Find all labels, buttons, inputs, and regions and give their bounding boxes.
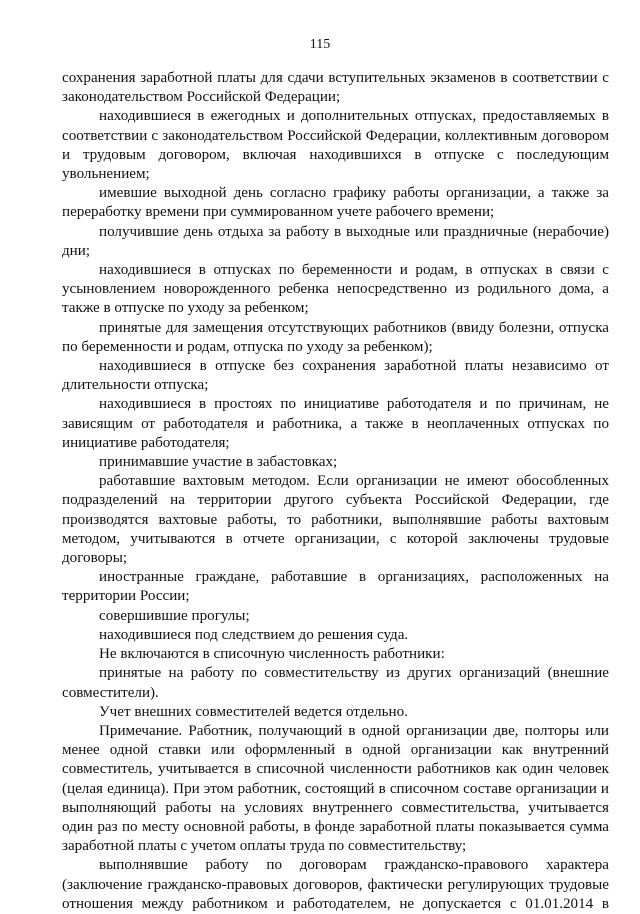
paragraph-truncated: выполнявшие работу по договорам гражданско-правового характера (заключение гражданско-правовых договоров, фактически регулирующих трудовые отношения между работником и работодателем, не допускается с 01.01.2014 в <box>62 857 609 912</box>
paragraph: принимавшие участие в забастовках; <box>99 454 338 471</box>
paragraph: Не включаются в списочную численность работники: <box>99 646 445 663</box>
paragraph: находившиеся в отпуске без сохранения заработной платы независимо от длительности отпуска; <box>62 358 609 394</box>
paragraph: работавшие вахтовым методом. Если организации не имеют обособленных подразделений на территории другого субъекта Российской Федерации, где производятся вахтовые работы, то работники, выполнявшие работы вахтовым методом, учитываются в отчете организации, с которой заключены трудовые договоры; <box>62 473 609 567</box>
paragraph: находившиеся в простоях по инициативе работодателя и по причинам, не зависящим от работодателя и работника, а также в неоплаченных отпусках по инициативе работодателя; <box>62 396 609 451</box>
paragraph: находившиеся в отпусках по беременности и родам, в отпусках в связи с усыновлением новорожденного ребенка непосредственно из родильного дома, а также в отпуске по уходу за ребенком; <box>62 262 609 317</box>
paragraph: находившиеся под следствием до решения суда. <box>99 626 409 643</box>
paragraph: иностранные граждане, работавшие в организациях, расположенных на территории России; <box>62 569 609 605</box>
document-body <box>62 69 609 914</box>
page-number: 115 <box>309 37 331 52</box>
paragraph: имевшие выходной день согласно графику работы организации, а также за переработку времени при суммированном учете рабочего времени; <box>62 185 609 221</box>
paragraph-continuation: сохранения заработной платы для сдачи вступительных экзаменов в соответствии с законодательством Российской Федерации; <box>62 70 609 106</box>
paragraph: принятые для замещения отсутствующих работников (ввиду болезни, отпуска по беременности и родам, отпуска по уходу за ребенком); <box>62 319 609 355</box>
paragraph: Учет внешних совместителей ведется отдельно. <box>99 703 408 720</box>
paragraph: совершившие прогулы; <box>99 607 250 624</box>
note-paragraph: Примечание. Работник, получающий в одной организации две, полторы или менее одной ставки или оформленный в одной организации как внутренний совместитель, учитывается в списочной численности работников как один человек (целая единица). При этом работник, состоящий в списочном составе организации и выполняющий работы на условиях внутреннего совместительства, учитывается один раз по месту основной работы, в фонде заработной платы показывается сумма заработной платы с учетом оплаты труда по совместительству; <box>62 722 609 855</box>
paragraph: принятые на работу по совместительству из других организаций (внешние совместители). <box>62 665 609 701</box>
paragraph: получившие день отдыха за работу в выходные или праздничные (нерабочие) дни; <box>62 223 609 259</box>
paragraph: находившиеся в ежегодных и дополнительных отпусках, предоставляемых в соответствии с законодательством Российской Федерации, коллективным договором и трудовым договором, включая находившихся в отпуске с последующим увольнением; <box>62 108 609 183</box>
